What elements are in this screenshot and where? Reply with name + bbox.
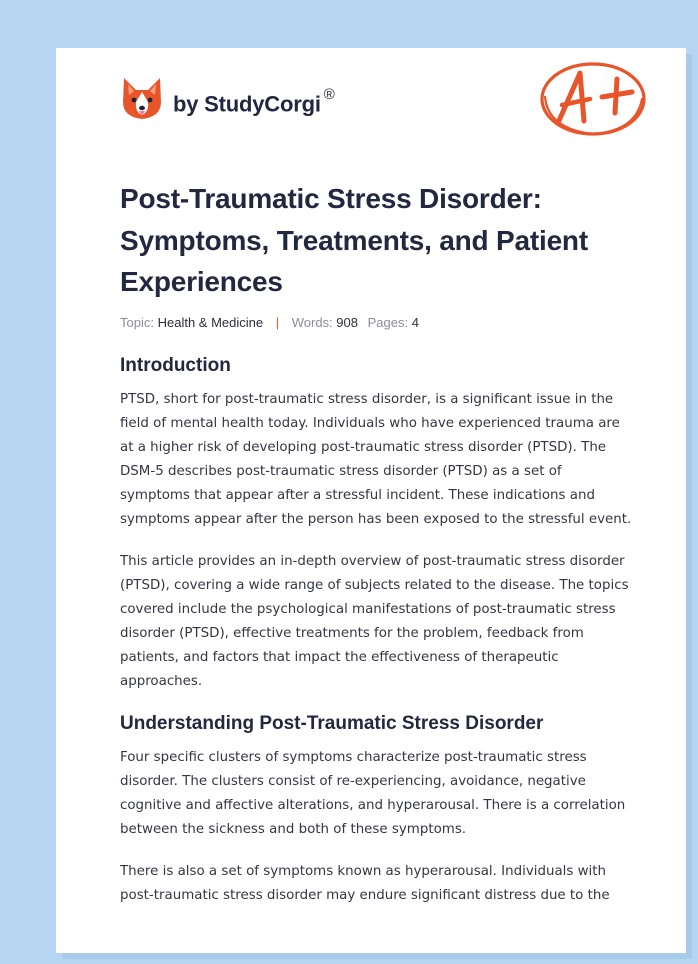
- pages-count: 4: [411, 314, 419, 330]
- paragraph: PTSD, short for post-traumatic stress disorder, is a significant issue in the field of mental health today. Individuals who have experienced trauma are at a higher risk of developing post-traumatic stress disorder (PTSD). The DSM-5 describes post-traumatic stress disorder (PTSD) as a set of symptoms that appear after a stressful incident. These indications and symptoms appear after the person has been exposed to the stressful event.: [120, 391, 632, 527]
- article: [120, 178, 632, 908]
- paragraph: There is also a set of symptoms known as hyperarousal. Individuals with post-traumatic stress disorder may endure significant distress due to the: [120, 863, 610, 903]
- paragraph: This article provides an in-depth overview of post-traumatic stress disorder (PTSD), covering a wide range of subjects related to the disease. The topics covered include the psychological manifestations of post-traumatic stress disorder (PTSD), effective treatments for the problem, feedback from patients, and factors that impact the effectiveness of therapeutic approaches.: [120, 553, 629, 689]
- topic-link[interactable]: Health & Medicine: [157, 314, 264, 330]
- meta-separator: |: [275, 314, 280, 330]
- corgi-logo-icon: [121, 76, 163, 122]
- document-page: [56, 48, 686, 953]
- studycorgi-logo[interactable]: [121, 76, 335, 122]
- section-heading-introduction: Introduction: [120, 354, 231, 376]
- grade-text: A+: [593, 104, 595, 105]
- brand-name: by StudyCorgi ®: [173, 86, 335, 117]
- registered-mark: ®: [323, 86, 335, 104]
- article-meta: [120, 315, 632, 330]
- topic-label: Topic:: [120, 314, 154, 330]
- article-title: Post-Traumatic Stress Disorder: Symptoms, Treatments, and Patient Experiences: [120, 183, 588, 297]
- section-heading-understanding-ptsd: Understanding Post-Traumatic Stress Disorder: [120, 712, 544, 734]
- page-header: [56, 48, 686, 158]
- words-label: Words:: [291, 314, 333, 330]
- paragraph: Four specific clusters of symptoms characterize post-traumatic stress disorder. The clusters consist of re-experiencing, avoidance, negative cognitive and affective alterations, and hyperarousal. There is a correlation between the sickness and both of these symptoms.: [120, 749, 626, 837]
- a-plus-grade-badge: [538, 59, 648, 139]
- words-count: 908: [336, 314, 358, 330]
- pages-label: Pages:: [367, 314, 409, 330]
